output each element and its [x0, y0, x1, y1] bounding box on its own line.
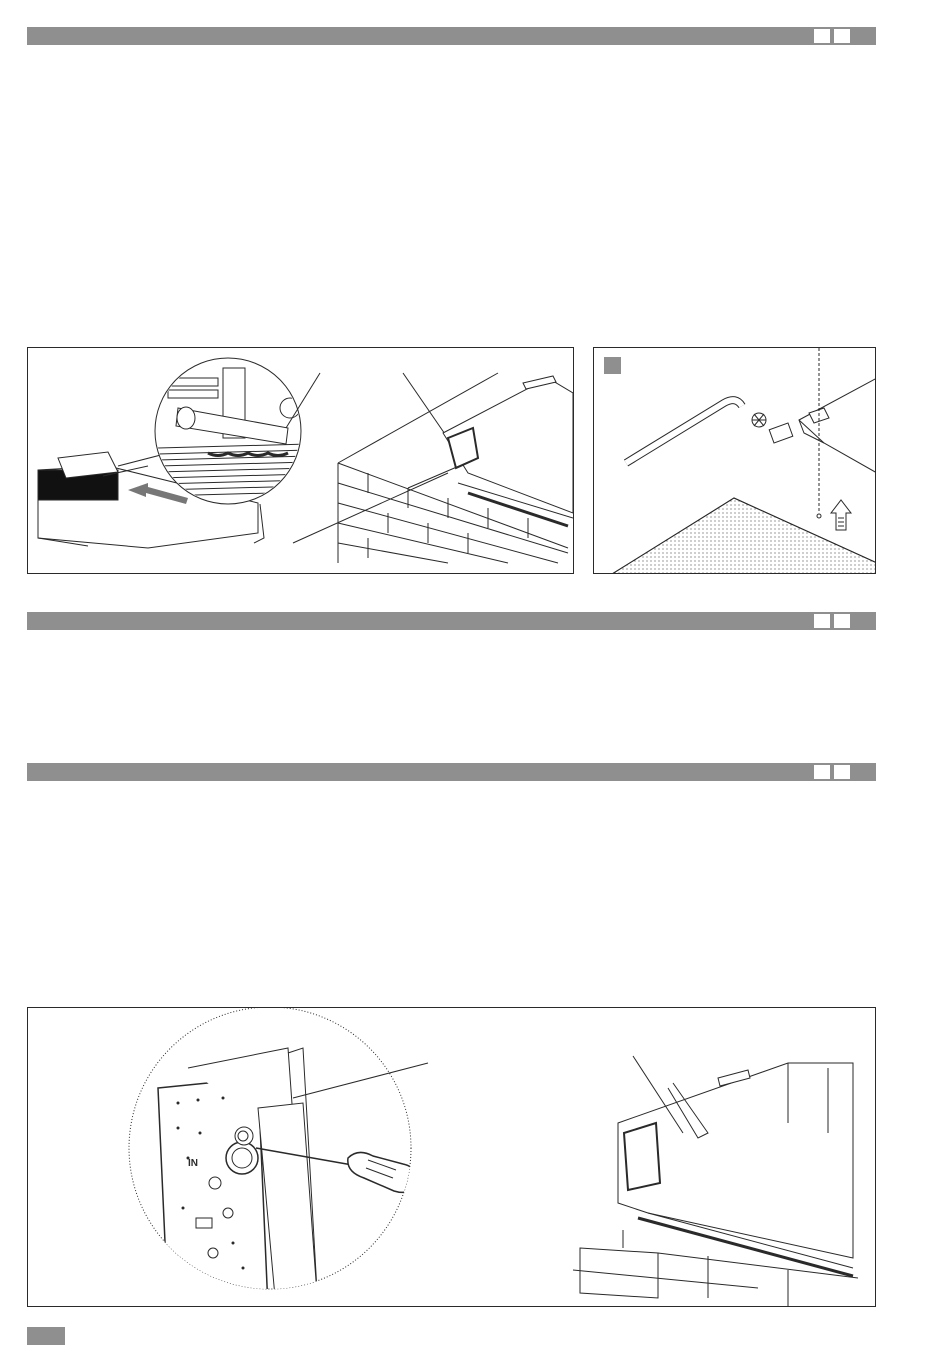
figure-fitting-detail: [27, 1007, 876, 1307]
drain-connection-drawing: [594, 348, 876, 574]
section-header-bar-2: [27, 612, 876, 630]
section-1-box-2: [834, 29, 850, 43]
figure-drain-pipe-insertion: [27, 347, 574, 574]
section-header-bar-3: [27, 763, 876, 781]
section-3-box-1: [814, 765, 830, 779]
section-1-box-1: [814, 29, 830, 43]
inset-label: IN: [188, 1158, 198, 1169]
section-2-box-2: [834, 614, 850, 628]
section-3-box-2: [834, 765, 850, 779]
page-number-tab: [27, 1327, 65, 1345]
fitting-detail-drawing: [28, 1008, 876, 1307]
section-header-bar-1: [27, 27, 876, 45]
figure-drain-connection: [593, 347, 876, 574]
drain-pipe-insertion-drawing: [28, 348, 574, 574]
section-2-box-1: [814, 614, 830, 628]
